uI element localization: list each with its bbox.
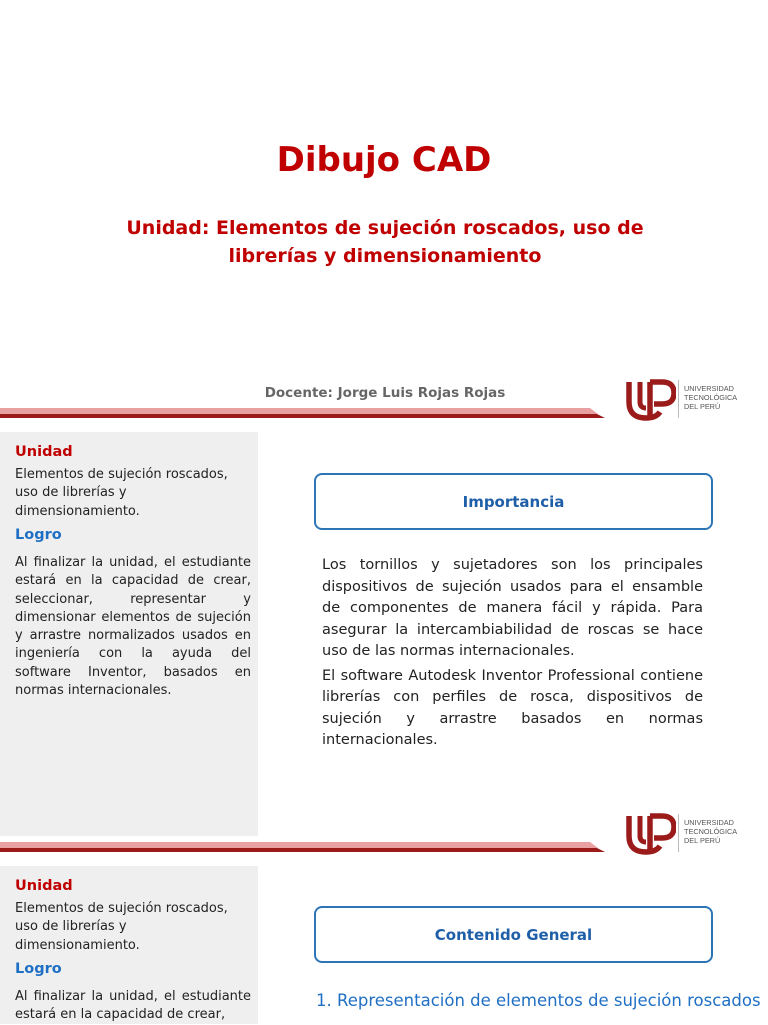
logo-line-1: UNIVERSIDAD [684,818,734,827]
logo-separator [678,814,679,852]
utp-logo-icon [626,812,676,856]
red-divider-bar-2 [0,842,605,854]
utp-logo-icon [626,378,676,422]
unit-side-panel [0,432,258,836]
logo-separator [678,380,679,418]
content-list-item-1: 1. Representación de elementos de sujeción roscados [316,991,761,1010]
importancia-box: Importancia [314,473,713,530]
unidad-heading: Unidad [15,444,73,460]
docente-label: Docente: Jorge Luis Rojas Rojas [264,385,506,401]
logo-text [684,384,737,411]
unidad-text: Elementos de sujeción roscados, uso de librerías y dimensionamiento. [15,467,228,519]
slide-title: Dibujo CAD [276,140,492,180]
unidad-heading: Unidad [15,878,73,894]
red-divider-bar [0,408,605,420]
importancia-body [322,555,703,755]
utp-logo-2 [626,812,746,856]
logo-line-2: TECNOLÓGICA [684,393,738,402]
logo-text [684,818,737,845]
logro-text: Al finalizar la unidad, el estudiante estará en la capacidad de crear, seleccionar, representar y dimensionar elementos de sujeción y arrastre normalizados usados en ingeniería con la ayuda del software Inventor, basados en normas internacionales. [15,555,251,699]
logro-heading: Logro [15,961,62,977]
unit-side-panel-2 [0,866,258,1024]
paragraph-1: Los tornillos y sujetadores son los principales dispositivos de sujeción usados para el ensamble de componentes de manera fácil y rápida. Para asegurar la intercambiabilidad de roscas se hace uso de las normas internacionales. [322,557,703,659]
logo-line-3: DEL PERÚ [684,836,721,845]
logro-text: Al finalizar la unidad, el estudiante estará en la capacidad de crear, [15,989,251,1023]
contenido-general-box: Contenido General [314,906,713,963]
utp-logo [626,378,746,422]
slide-subtitle: Unidad: Elementos de sujeción roscados, uso de librerías y dimensionamiento [126,217,644,267]
logo-line-2: TECNOLÓGICA [684,827,738,836]
logo-line-3: DEL PERÚ [684,402,721,411]
paragraph-2: El software Autodesk Inventor Professional contiene librerías con perfiles de rosca, dispositivos de sujeción y arrastre basados en normas internacionales. [322,667,703,748]
logo-line-1: UNIVERSIDAD [684,384,734,393]
logro-heading: Logro [15,527,62,543]
unidad-text: Elementos de sujeción roscados, uso de librerías y dimensionamiento. [15,901,228,953]
